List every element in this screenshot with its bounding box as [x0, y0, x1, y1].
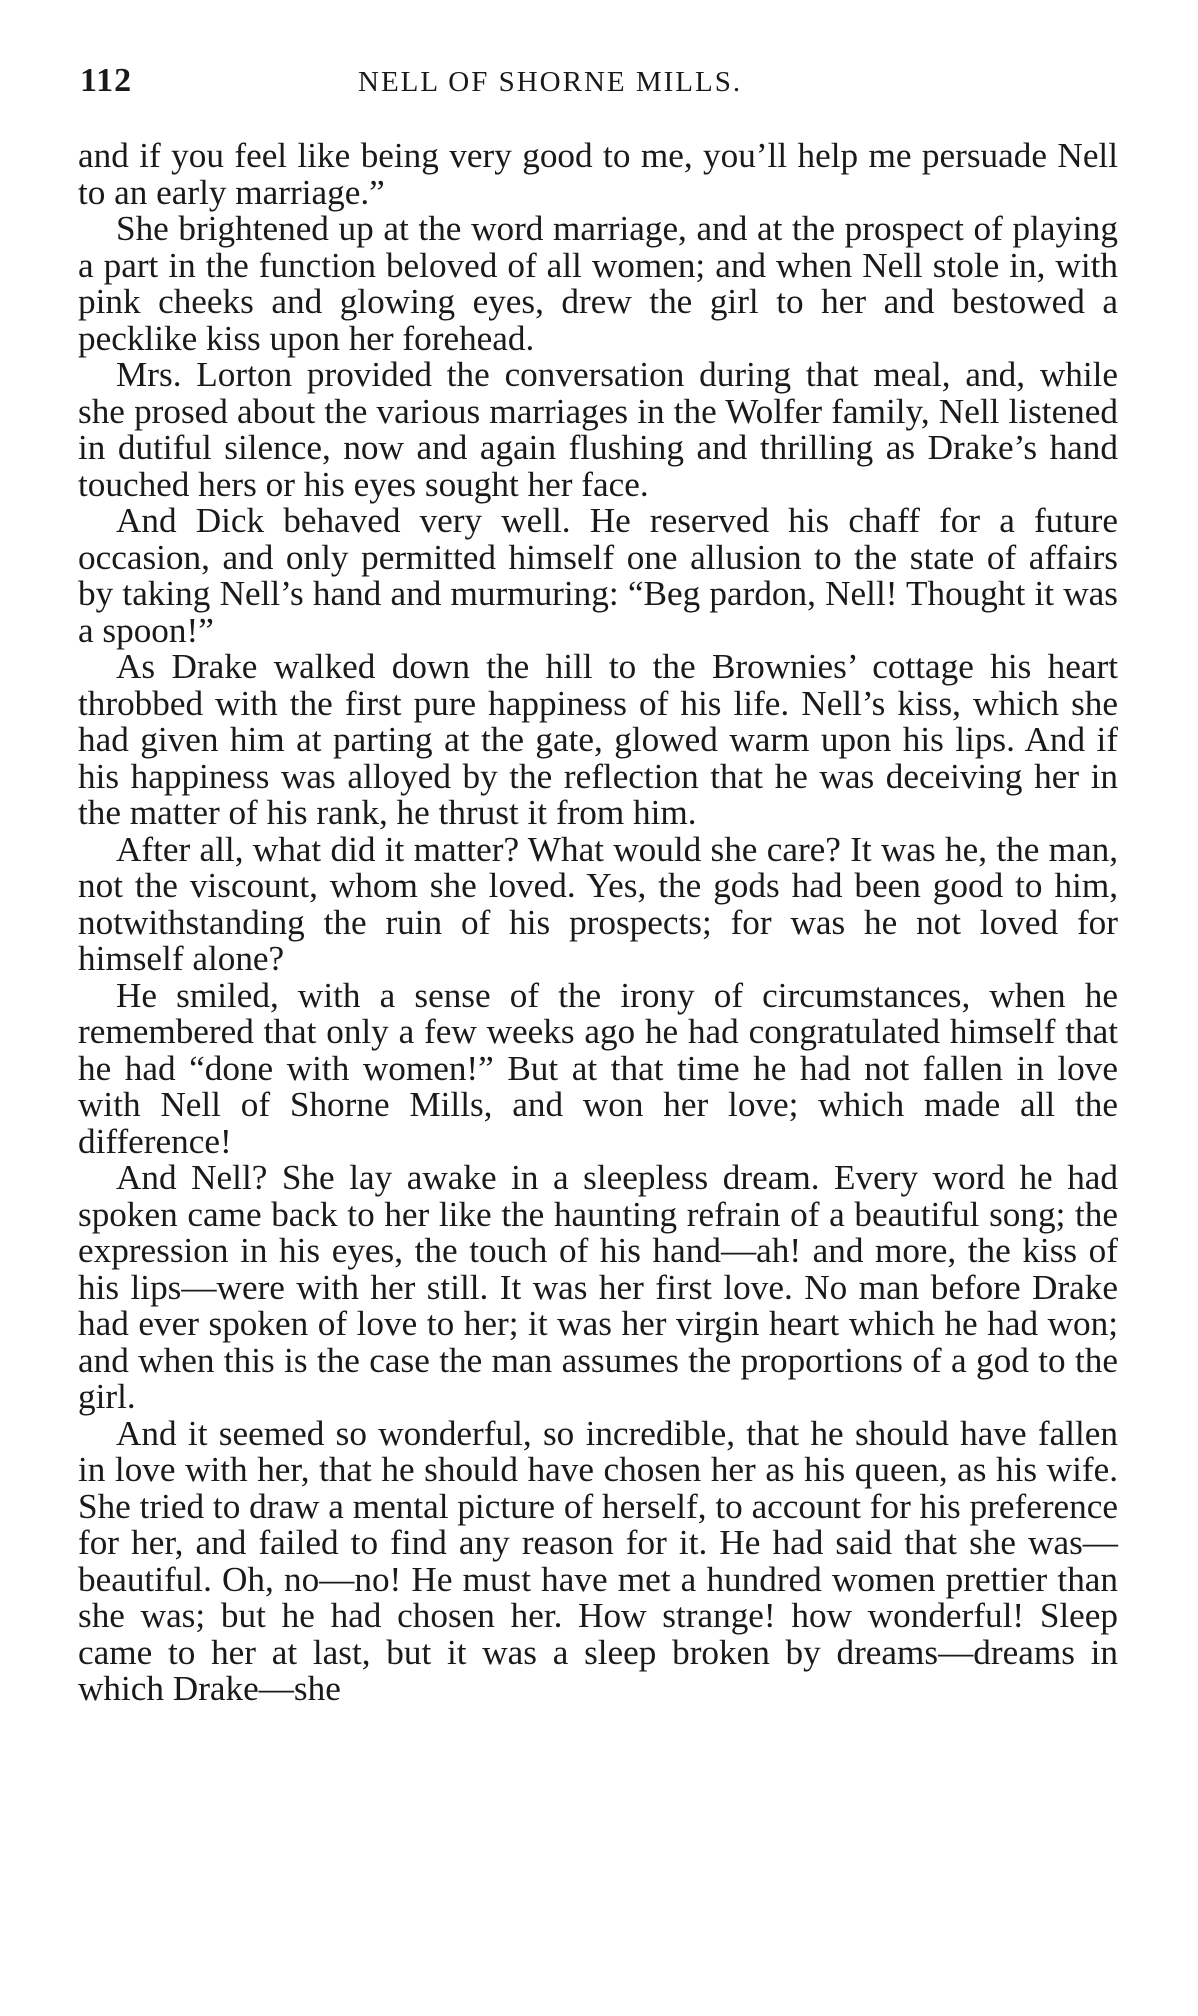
page-number: 112 — [80, 62, 133, 99]
paragraph: And Nell? She lay awake in a sleepless dream. Every word he had spoken came back to her like the haunting refrain of a beautiful song; the expression in his eyes, the touch of his hand—ah! and more, the kiss of his lips—were with her still. It was her first love. No man before Drake had ever spoken of love to her; it was her virgin heart which he had won; and when this is the case the man assumes the proportions of a god to the girl. — [78, 1158, 1118, 1416]
book-page — [78, 62, 1118, 1708]
paragraph: Mrs. Lorton provided the conversation during that meal, and, while she prosed about the various marriages in the Wolfer family, Nell listened in dutiful silence, now and again flushing and thrilling as Drake’s hand touched hers or his eyes sought her face. — [78, 355, 1118, 504]
paragraph: and if you feel like being very good to me, you’ll help me persuade Nell to an early marriage.” — [78, 136, 1118, 212]
body-text — [78, 138, 1118, 1708]
paragraph: As Drake walked down the hill to the Brownies’ cottage his heart throbbed with the first pure happiness of his life. Nell’s kiss, which she had given him at parting at the gate, glowed warm upon his lips. And if his happiness was alloyed by the reflection that he was deceiving her in the matter of his rank, he thrust it from him. — [78, 647, 1118, 832]
paragraph: After all, what did it matter? What would she care? It was he, the man, not the viscount, whom she loved. Yes, the gods had been good to him, notwithstanding the ruin of his prospects; for was he not loved for himself alone? — [78, 829, 1118, 978]
paragraph: And Dick behaved very well. He reserved his chaff for a future occasion, and only permitted himself one allusion to the state of affairs by taking Nell’s hand and murmuring: “Beg pardon, Nell! Thought it was a spoon!” — [78, 501, 1118, 650]
running-title: NELL OF SHORNE MILLS. — [358, 66, 743, 98]
paragraph: He smiled, with a sense of the irony of circumstances, when he remembered that only a few weeks ago he had congratulated himself that he had “done with women!” But at that time he had not fallen in love with Nell of Shorne Mills, and won her love; which made all the difference! — [78, 975, 1118, 1161]
page-header — [78, 62, 1118, 114]
paragraph: And it seemed so wonderful, so incredible, that he should have fallen in love with her, that he should have chosen her as his queen, as his wife. She tried to draw a mental picture of herself, to account for his preference for her, and failed to find any reason for it. He had said that she was—beautiful. Oh, no—no! He must have met a hundred women prettier than she was; but he had chosen her. How strange! how wonderful! Sleep came to her at last, but it was a sleep broken by dreams—dreams in which Drake—she — [78, 1413, 1118, 1708]
paragraph: She brightened up at the word marriage, and at the prospect of playing a part in the function beloved of all women; and when Nell stole in, with pink cheeks and glowing eyes, drew the girl to her and bestowed a pecklike kiss upon her forehead. — [78, 209, 1118, 358]
